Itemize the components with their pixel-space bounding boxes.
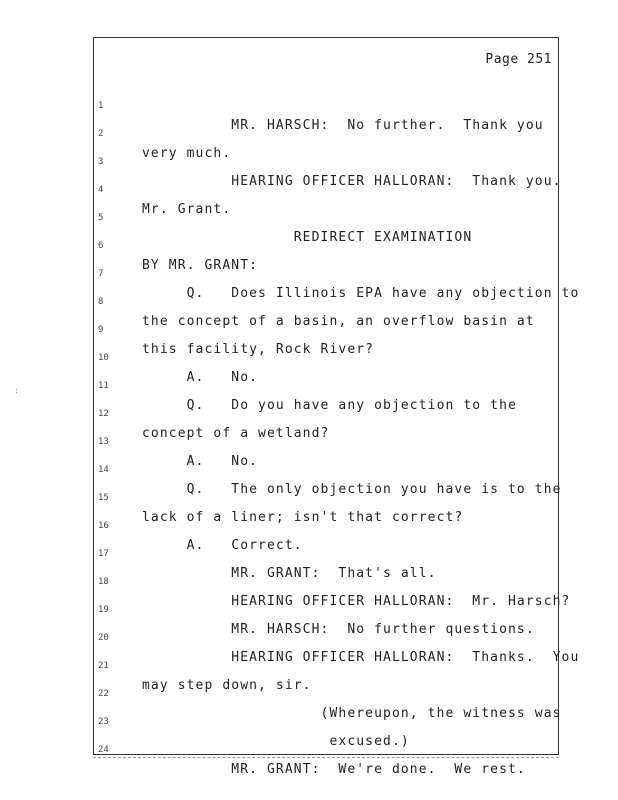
line-text: concept of a wetland? xyxy=(142,426,330,441)
line-number: 2 xyxy=(98,129,104,139)
line-number: 12 xyxy=(98,409,109,419)
transcript-page xyxy=(93,37,580,777)
line-number: 21 xyxy=(98,661,109,671)
line-number: 4 xyxy=(98,185,104,195)
line-number: 17 xyxy=(98,549,109,559)
line-text: MR. GRANT: That's all. xyxy=(142,566,437,581)
line-text: HEARING OFFICER HALLORAN: Thank you. xyxy=(142,174,562,189)
line-number: 18 xyxy=(98,577,109,587)
line-text: Q. Does Illinois EPA have any objection to xyxy=(142,286,580,301)
line-text: MR. HARSCH: No further. Thank you xyxy=(142,118,544,133)
line-number: 1 xyxy=(98,101,104,111)
line-text: very much. xyxy=(142,146,232,161)
line-number: 7 xyxy=(98,269,104,279)
line-text: Mr. Grant. xyxy=(142,202,232,217)
line-number: 19 xyxy=(98,605,109,615)
line-number: 11 xyxy=(98,381,109,391)
line-text: (Whereupon, the witness was xyxy=(142,706,562,721)
line-text: A. Correct. xyxy=(142,538,303,553)
line-number: 9 xyxy=(98,325,104,335)
line-number: 24 xyxy=(98,745,109,755)
line-number: 3 xyxy=(98,157,104,167)
margin-mark: : xyxy=(14,386,19,395)
page-number: Page 251 xyxy=(485,52,552,67)
line-text: BY MR. GRANT: xyxy=(142,258,259,273)
line-text: Q. The only objection you have is to the xyxy=(142,482,562,497)
line-text: excused.) xyxy=(142,734,410,749)
line-number: 5 xyxy=(98,213,104,223)
line-text: MR. HARSCH: No further questions. xyxy=(142,622,535,637)
line-number: 20 xyxy=(98,633,109,643)
line-number: 23 xyxy=(98,717,109,727)
line-text: may step down, sir. xyxy=(142,678,312,693)
line-text: A. No. xyxy=(142,370,259,385)
line-number: 13 xyxy=(98,437,109,447)
transcript-line xyxy=(94,76,560,133)
line-number: 6 xyxy=(98,241,104,251)
line-text: the concept of a basin, an overflow basin at xyxy=(142,314,535,329)
line-number: 16 xyxy=(98,521,109,531)
line-text: HEARING OFFICER HALLORAN: Mr. Harsch? xyxy=(142,594,571,609)
line-number: 15 xyxy=(98,493,109,503)
bottom-rule xyxy=(93,757,559,758)
line-number: 8 xyxy=(98,297,104,307)
line-text: this facility, Rock River? xyxy=(142,342,375,357)
line-text: HEARING OFFICER HALLORAN: Thanks. You xyxy=(142,650,580,665)
line-text: lack of a liner; isn't that correct? xyxy=(142,510,464,525)
line-number: 10 xyxy=(98,353,109,363)
line-text: Q. Do you have any objection to the xyxy=(142,398,517,413)
line-number: 14 xyxy=(98,465,109,475)
line-text: REDIRECT EXAMINATION xyxy=(142,230,473,245)
line-number: 22 xyxy=(98,689,109,699)
line-text: A. No. xyxy=(142,454,259,469)
line-text: MR. GRANT: We're done. We rest. xyxy=(142,762,526,777)
